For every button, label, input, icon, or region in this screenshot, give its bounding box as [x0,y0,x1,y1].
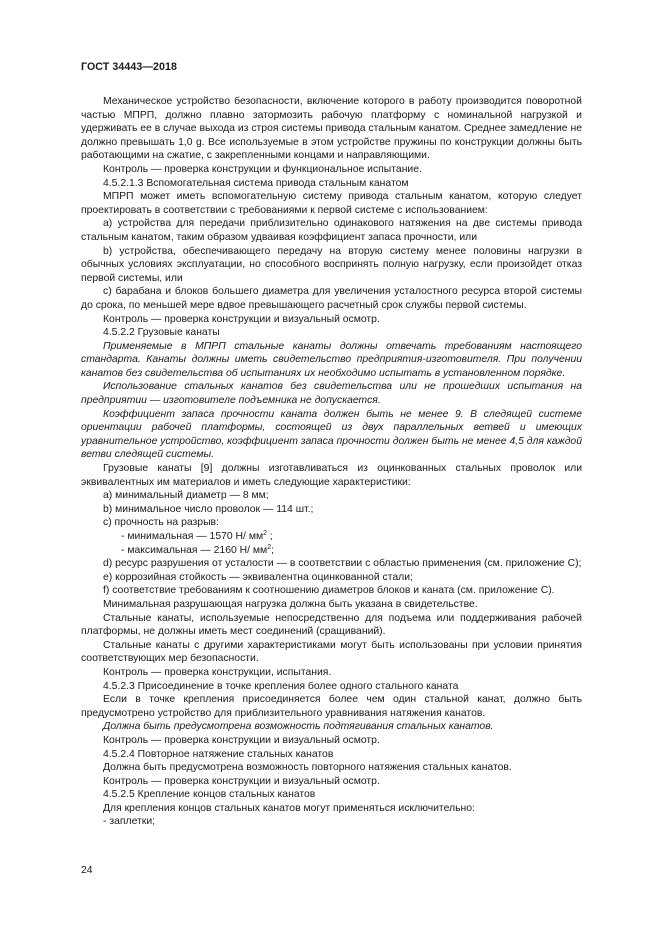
list-item: c) барабана и блоков большего диаметра для увеличения усталостного ресурса второй системы до срока, по меньшей мере вдвое превышающего расчетный срок службы первой системы. [81,286,582,311]
document-header: ГОСТ 34443—2018 [81,61,178,73]
section-heading: 4.5.2.5 Крепление концов стальных канатов [103,789,316,801]
sub-list-item [81,530,582,544]
list-item: d) ресурс разрушения от усталости — в соответствии с областью применения (см. приложение С); [103,558,582,570]
paragraph: Должна быть предусмотрена возможность повторного натяжения стальных канатов. [103,762,512,774]
list-item: b) устройства, обеспечивающего передачу на вторую систему менее половины нагрузки в обычных условиях эксплуатации, но способного воспринять полную нагрузку, если произойдет отказ первой системы, или [81,245,582,284]
paragraph: Контроль — проверка конструкции, испытания. [103,666,332,678]
section-heading: 4.5.2.2 Грузовые канаты [103,327,220,339]
section-heading: 4.5.2.4 Повторное натяжение стальных канатов [103,748,334,760]
page-number: 24 [81,865,93,876]
list-item: а) минимальный диаметр — 8 мм; [103,490,269,502]
paragraph: Контроль — проверка конструкции и визуальный осмотр. [103,313,380,325]
superscript: 2 [263,530,268,537]
section-heading: 4.5.2.1.3 Вспомогательная система привода стальным канатом [103,177,409,189]
document-body [81,95,582,829]
sub-list-item [81,544,582,558]
sub-list-item-text: - максимальная — 2160 Н/ мм [121,544,268,556]
sub-list-item-text: - минимальная — 1570 Н/ мм [121,531,264,542]
paragraph: Механическое устройство безопасности, включение которого в работу производится поворотной частью МПРП, должно плавно затормозить рабочую платформу с номинальной нагрузкой и удерживать ее в случае выхода из строя системы привода стальным канатом. Среднее замедление не должно превышать 1,0 g. Все используемые в этом устройстве пружины по конструкции должны быть работающими на сжатие, с закрепленными концами и направляющими. [81,96,582,162]
list-item: b) минимальное число проволок — 114 шт.; [103,503,314,515]
paragraph: Стальные канаты, используемые непосредственно для подъема или поддерживания рабочей платформы, не должны иметь мест соединений (сращиваний). [81,612,582,638]
paragraph: Контроль — проверка конструкции и функциональное испытание. [103,163,422,175]
superscript: 2 [267,543,272,551]
paragraph-italic: Коэффициент запаса прочности каната должен быть не менее 9. В следящей системе ориентации рабочей платформы, состоящей из двух параллельных ветвей и имеющих уравнительное устройство, коэффициент запаса прочности должен быть не менее 4,5 для каждой ветви следящей системы. [81,408,582,461]
section-heading: 4.5.2.3 Присоединение в точке крепления более одного стального каната [103,680,459,692]
paragraph: МПРП может иметь вспомогательную систему привода стальным канатом, которую следует проектировать в соответствии с требованиями к первой системе с использованием: [81,191,582,216]
paragraph: Стальные канаты с другими характеристиками могут быть использованы при условии принятия соответствующих мер безопасности. [81,639,582,665]
list-item: c) прочность на разрыв: [103,517,219,529]
paragraph-italic: Должна быть предусмотрена возможность подтягивания стальных канатов. [103,721,494,733]
paragraph-italic: Применяемые в МПРП стальные канаты должны отвечать требованиям настоящего стандарта. Канаты должны иметь свидетельство предприятия-изготовителя. При получении канатов без свидетельства об испытаниях их необходимо испытать в установленном порядке. [81,340,582,379]
list-item: f) соответствие требованиям к соотношению диаметров блоков и каната (см. приложение С). [103,585,555,597]
list-item: е) коррозийная стойкость — эквивалентна оцинкованной стали; [103,571,413,583]
list-item: - заплетки; [103,816,156,828]
paragraph: Грузовые канаты [9] должны изготавливаться из оцинкованных стальных проволок или эквивалентных им материалов и иметь следующие характеристики: [81,463,582,488]
paragraph: Минимальная разрушающая нагрузка должна быть указана в свидетельстве. [103,598,478,610]
paragraph: Контроль — проверка конструкции и визуальный осмотр. [103,775,380,787]
paragraph-italic: Использование стальных канатов без свидетельства или не прошедших испытания на предприятии — изготовителе подъемника не допускается. [81,381,582,407]
paragraph: Контроль — проверка конструкции и визуальный осмотр. [103,734,380,746]
sub-list-item-tail: ; [267,531,273,542]
paragraph: Для крепления концов стальных канатов могут применяться исключительно: [103,802,475,814]
list-item: а) устройства для передачи приблизительно одинакового натяжения на две системы привода стальным канатом, таким образом удваивая коэффициент запаса прочности, или [81,218,582,243]
sub-list-item-tail: ; [271,544,275,556]
paragraph: Если в точке крепления присоединяется более чем один стальной канат, должно быть предусмотрено устройство для приблизительного уравнивания натяжения канатов. [81,694,582,719]
